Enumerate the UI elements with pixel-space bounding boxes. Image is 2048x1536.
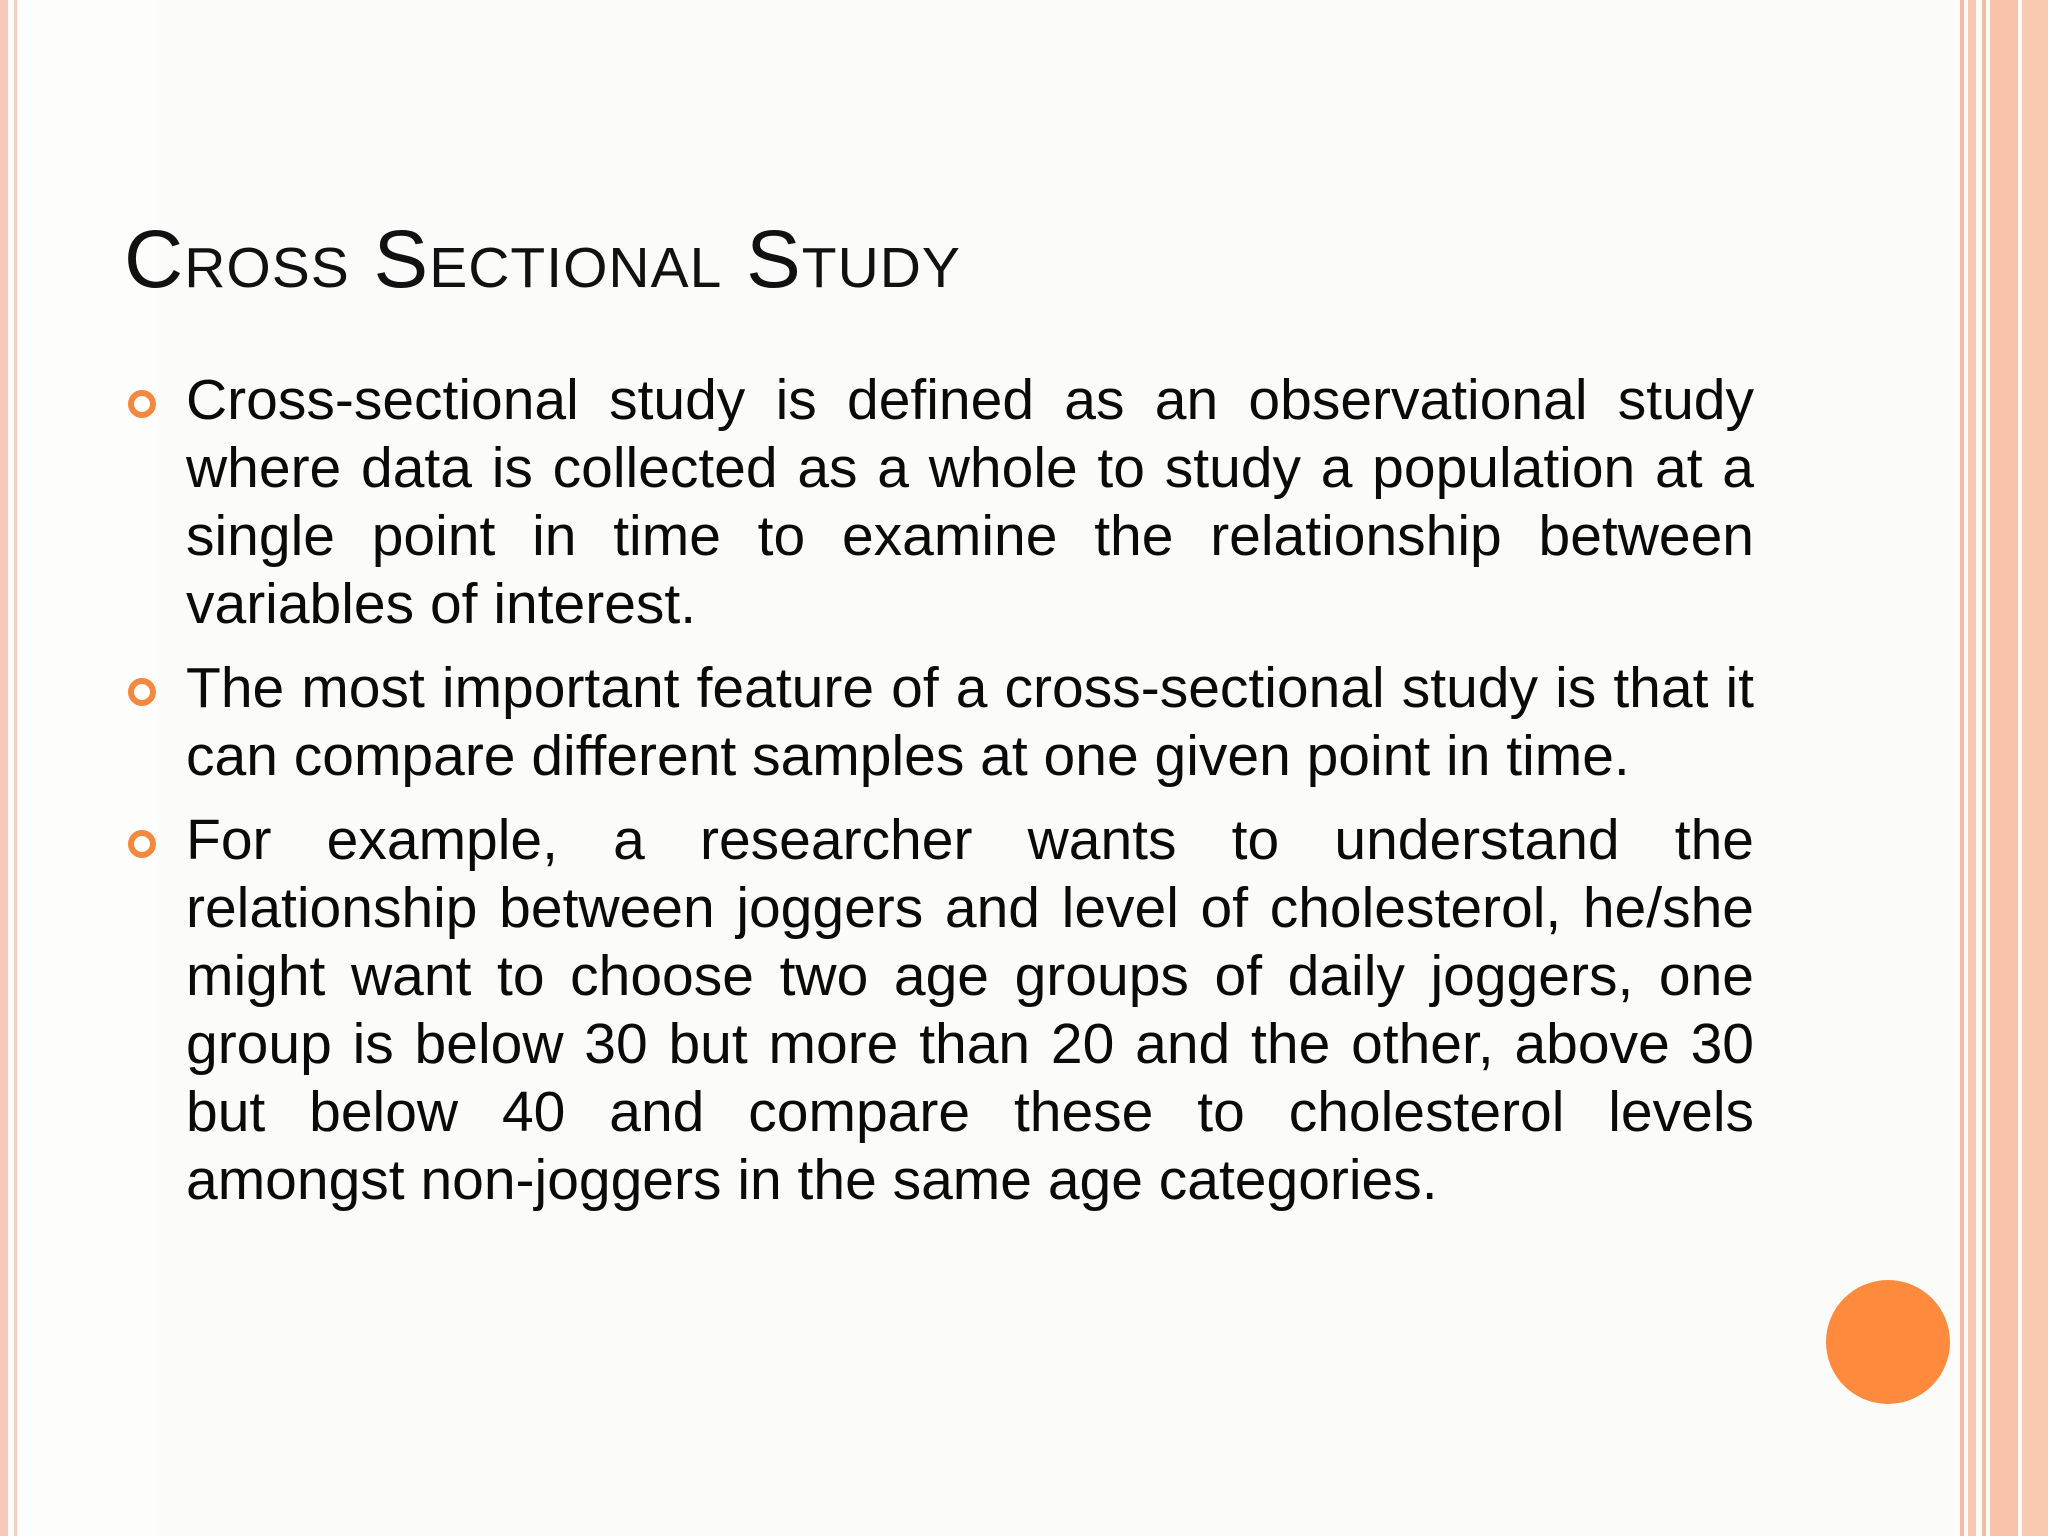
bullet-text: Cross-sectional study is defined as an observational study where data is collected as a whole to study a population at a single point in time to examine the relationship between variables of interest. xyxy=(186,368,1754,636)
bullet-text: For example, a researcher wants to understand the relationship between joggers and level of cholesterol, he/she might want to choose two age groups of daily joggers, one group is below 30 but more than 20 and the other, above 30 but below 40 and compare these to cholesterol levels amongst non-joggers in the same age categories. xyxy=(186,808,1754,1212)
bullet-item xyxy=(124,366,1754,638)
orange-circle-icon xyxy=(1826,1280,1950,1404)
slide-title: Cross Sectional Study xyxy=(124,214,961,305)
hollow-circle-bullet-icon xyxy=(128,390,156,418)
right-border-stripe xyxy=(2022,0,2048,1536)
right-border-stripe xyxy=(1982,0,1986,1536)
bullet-item xyxy=(124,654,1754,790)
right-border-stripe xyxy=(1968,0,1976,1536)
right-border-stripe xyxy=(1960,0,1964,1536)
bullet-list xyxy=(124,366,1754,1230)
bullet-text: The most important feature of a cross-sectional study is that it can compare different samples at one given point in time. xyxy=(186,656,1754,788)
left-border-stripe xyxy=(0,0,8,1536)
hollow-circle-bullet-icon xyxy=(128,830,156,858)
right-border-stripe xyxy=(1990,0,2018,1536)
hollow-circle-bullet-icon xyxy=(128,678,156,706)
bullet-item xyxy=(124,806,1754,1214)
